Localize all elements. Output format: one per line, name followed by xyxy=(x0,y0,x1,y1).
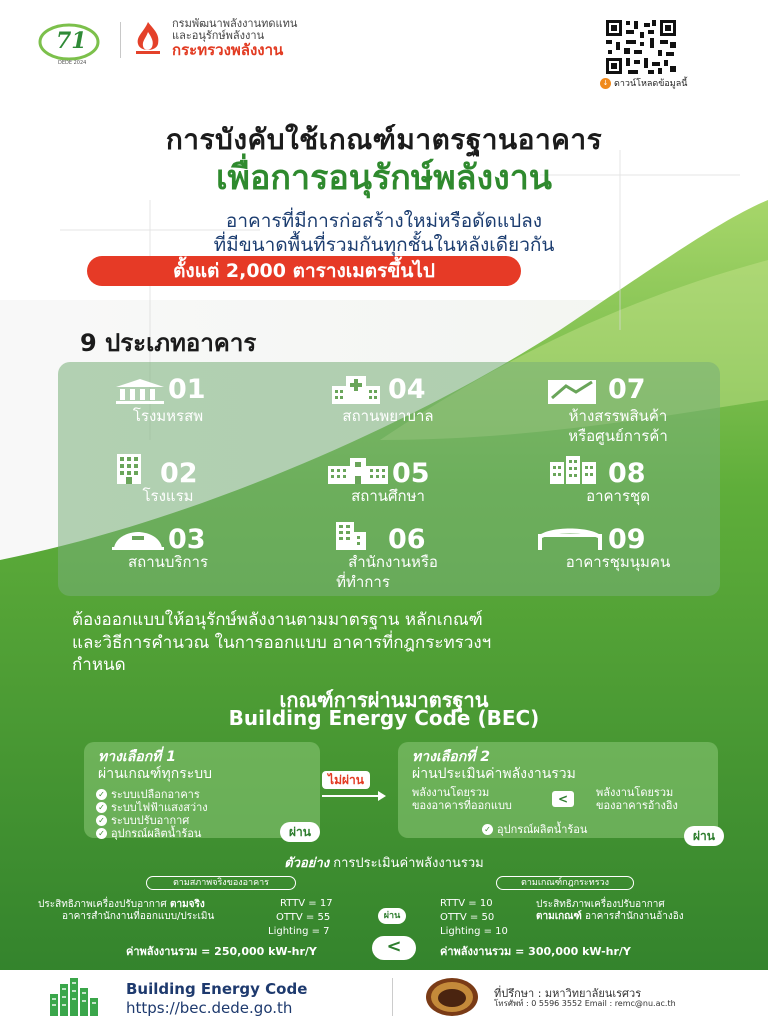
bec-building-logo xyxy=(48,978,108,1016)
type-number-01: 01 xyxy=(168,374,206,405)
type-name-03: สถานบริการ xyxy=(127,553,209,571)
footer-contact: โทรศัพท์ : 0 5596 3552 Email : remc@nu.ac.th xyxy=(494,999,676,1008)
threshold-pill: ตั้งแต่ 2,000 ตารางเมตรขึ้นไป xyxy=(87,256,521,286)
type-number-03: 03 xyxy=(168,524,206,555)
left-condition-tag: ตามสภาพจริงของอาคาร xyxy=(146,876,296,890)
fail-badge: ไม่ผ่าน xyxy=(322,771,370,789)
less-than-badge: < xyxy=(552,791,574,807)
type-name-05: สถานศึกษา xyxy=(351,487,425,505)
example-pass-badge: ผ่าน xyxy=(378,908,406,924)
option2-heading: ทางเลือกที่ 2 xyxy=(412,749,491,765)
type-name-06-line2: ที่ทำการ xyxy=(336,573,390,591)
type-number-07: 07 xyxy=(608,374,646,405)
type-name-06-line1: สำนักงานหรือ xyxy=(348,553,438,571)
option1-item: ✓ ระบบเปลือกอาคาร xyxy=(96,785,200,803)
left-desc-line1: ประสิทธิภาพเครื่องปรับอากาศ ตามจริง xyxy=(38,899,205,910)
footer-advisor: ที่ปรึกษา : มหาวิทยาลัยนเรศวร xyxy=(494,987,642,1000)
right-lighting: Lighting = 10 xyxy=(440,926,508,937)
check-icon: ✓ xyxy=(96,815,107,826)
type-name-07-line1: ห้างสรรพสินค้า xyxy=(568,407,668,425)
option2-designed-line2: ของอาคารที่ออกแบบ xyxy=(412,799,512,812)
right-rttv: RTTV = 10 xyxy=(440,898,493,909)
left-lighting: Lighting = 7 xyxy=(268,926,330,937)
option1-heading: ทางเลือกที่ 1 xyxy=(98,749,177,765)
org-name-line2: และอนุรักษ์พลังงาน xyxy=(172,29,265,42)
theater-icon xyxy=(114,378,166,404)
type-number-04: 04 xyxy=(388,374,426,405)
option2-box xyxy=(398,742,718,843)
option1-pass-badge: ผ่าน xyxy=(280,822,320,842)
download-text: ดาวน์โหลดข้อมูลนี้ xyxy=(614,79,688,89)
download-icon: ↓ xyxy=(600,78,611,89)
right-desc-line2: ตามเกณฑ์ อาคารสำนักงานอ้างอิง xyxy=(536,911,684,922)
hotel-icon xyxy=(114,454,144,484)
logo-number: 71 xyxy=(56,28,87,54)
naresuan-university-logo xyxy=(424,976,480,1018)
org-name-line1: กรมพัฒนาพลังงานทดแทน xyxy=(172,17,298,30)
right-condition-tag: ตามเกณฑ์กฎกระทรวง xyxy=(496,876,634,890)
ministry-name: กระทรวงพลังงาน xyxy=(172,41,284,59)
option2-reference-line2: ของอาคารอ้างอิง xyxy=(596,799,678,812)
footer-brand: Building Energy Code xyxy=(126,980,308,998)
office-icon xyxy=(334,522,368,550)
footer-url-link[interactable]: https://bec.dede.go.th xyxy=(126,999,293,1017)
bec-title-english: Building Energy Code (BEC) xyxy=(228,706,540,730)
right-ottv: OTTV = 50 xyxy=(440,912,495,923)
option2-reference-line1: พลังงานโดยรวม xyxy=(596,786,674,799)
option1-subtitle: ผ่านเกณฑ์ทุกระบบ xyxy=(98,766,213,782)
type-number-02: 02 xyxy=(160,458,198,489)
option1-item: ✓ ระบบปรับอากาศ xyxy=(96,811,189,829)
type-number-06: 06 xyxy=(388,524,426,555)
type-number-09: 09 xyxy=(608,524,646,555)
right-total: ค่าพลังงานรวม = 300,000 kW-hr/Y xyxy=(440,945,631,958)
check-icon: ✓ xyxy=(96,802,107,813)
service-icon xyxy=(110,528,166,550)
description-line2: ที่มีขนาดพื้นที่รวมกันทุกชั้นในหลังเดียวกัน xyxy=(213,234,555,256)
option2-pass-badge: ผ่าน xyxy=(684,826,724,846)
building-types-heading: 9 ประเภทอาคาร xyxy=(80,329,257,357)
mall-icon xyxy=(546,378,598,404)
option1-box xyxy=(84,742,320,838)
arrow-right-icon xyxy=(322,791,386,801)
building-types-panel xyxy=(58,362,720,596)
requirement-line3: กำหนด xyxy=(72,655,126,675)
example-less-than-badge: < xyxy=(372,936,416,960)
main-title-line2: เพื่อการอนุรักษ์พลังงาน xyxy=(215,158,553,198)
left-total: ค่าพลังงานรวม = 250,000 kW-hr/Y xyxy=(126,945,317,958)
example-title-rest: การประเมินค่าพลังงานรวม xyxy=(333,856,484,871)
check-icon: ✓ xyxy=(482,824,493,835)
option1-item: ✓ ระบบไฟฟ้าแสงสว่าง xyxy=(96,798,208,816)
school-icon xyxy=(326,456,390,484)
option2-subtitle: ผ่านประเมินค่าพลังงานรวม xyxy=(412,766,576,782)
download-label[interactable] xyxy=(600,76,687,90)
check-icon: ✓ xyxy=(96,828,107,839)
check-icon: ✓ xyxy=(96,789,107,800)
dede-flame-logo xyxy=(130,20,166,56)
type-number-08: 08 xyxy=(608,458,646,489)
logo-subtitle: DEDE 2024 xyxy=(58,60,87,66)
option1-item: ✓ อุปกรณ์ผลิตน้ำร้อน xyxy=(96,824,201,842)
qr-code[interactable] xyxy=(604,18,678,76)
type-number-05: 05 xyxy=(392,458,430,489)
option2-item: ✓ อุปกรณ์ผลิตน้ำร้อน xyxy=(482,820,587,838)
assembly-icon xyxy=(536,524,604,550)
type-name-02: โรงแรม xyxy=(142,487,194,505)
condo-icon xyxy=(548,456,598,484)
type-name-07-line2: หรือศูนย์การค้า xyxy=(568,427,668,445)
type-name-08: อาคารชุด xyxy=(586,487,650,505)
footer-divider xyxy=(392,978,393,1016)
left-desc-line2: อาคารสำนักงานที่ออกแบบ/ประเมิน xyxy=(62,911,215,922)
type-name-01: โรงมหรสพ xyxy=(132,407,204,425)
example-title xyxy=(0,852,768,873)
type-name-04: สถานพยาบาล xyxy=(342,407,434,425)
header-divider xyxy=(120,22,121,58)
example-title-bold: ตัวอย่าง xyxy=(284,856,330,871)
main-title-line1: การบังคับใช้เกณฑ์มาตรฐานอาคาร xyxy=(165,123,603,156)
right-desc-line1: ประสิทธิภาพเครื่องปรับอากาศ xyxy=(536,899,665,910)
hospital-icon xyxy=(330,376,382,404)
type-name-09: อาคารชุมนุมคน xyxy=(565,553,671,571)
option2-designed-line1: พลังงานโดยรวม xyxy=(412,786,490,799)
left-ottv: OTTV = 55 xyxy=(276,912,331,923)
bec-title-thai: เกณฑ์การผ่านมาตรฐาน xyxy=(279,688,489,712)
left-rttv: RTTV = 17 xyxy=(280,898,333,909)
requirement-line1: ต้องออกแบบให้อนุรักษ์พลังงานตามมาตรฐาน หลักเกณฑ์ xyxy=(72,610,483,630)
description-line1: อาคารที่มีการก่อสร้างใหม่หรือดัดแปลง xyxy=(225,210,543,232)
requirement-line2: และวิธีการคำนวณ ในการออกแบบ อาคารที่กฎกระทรวงฯ xyxy=(72,633,492,653)
